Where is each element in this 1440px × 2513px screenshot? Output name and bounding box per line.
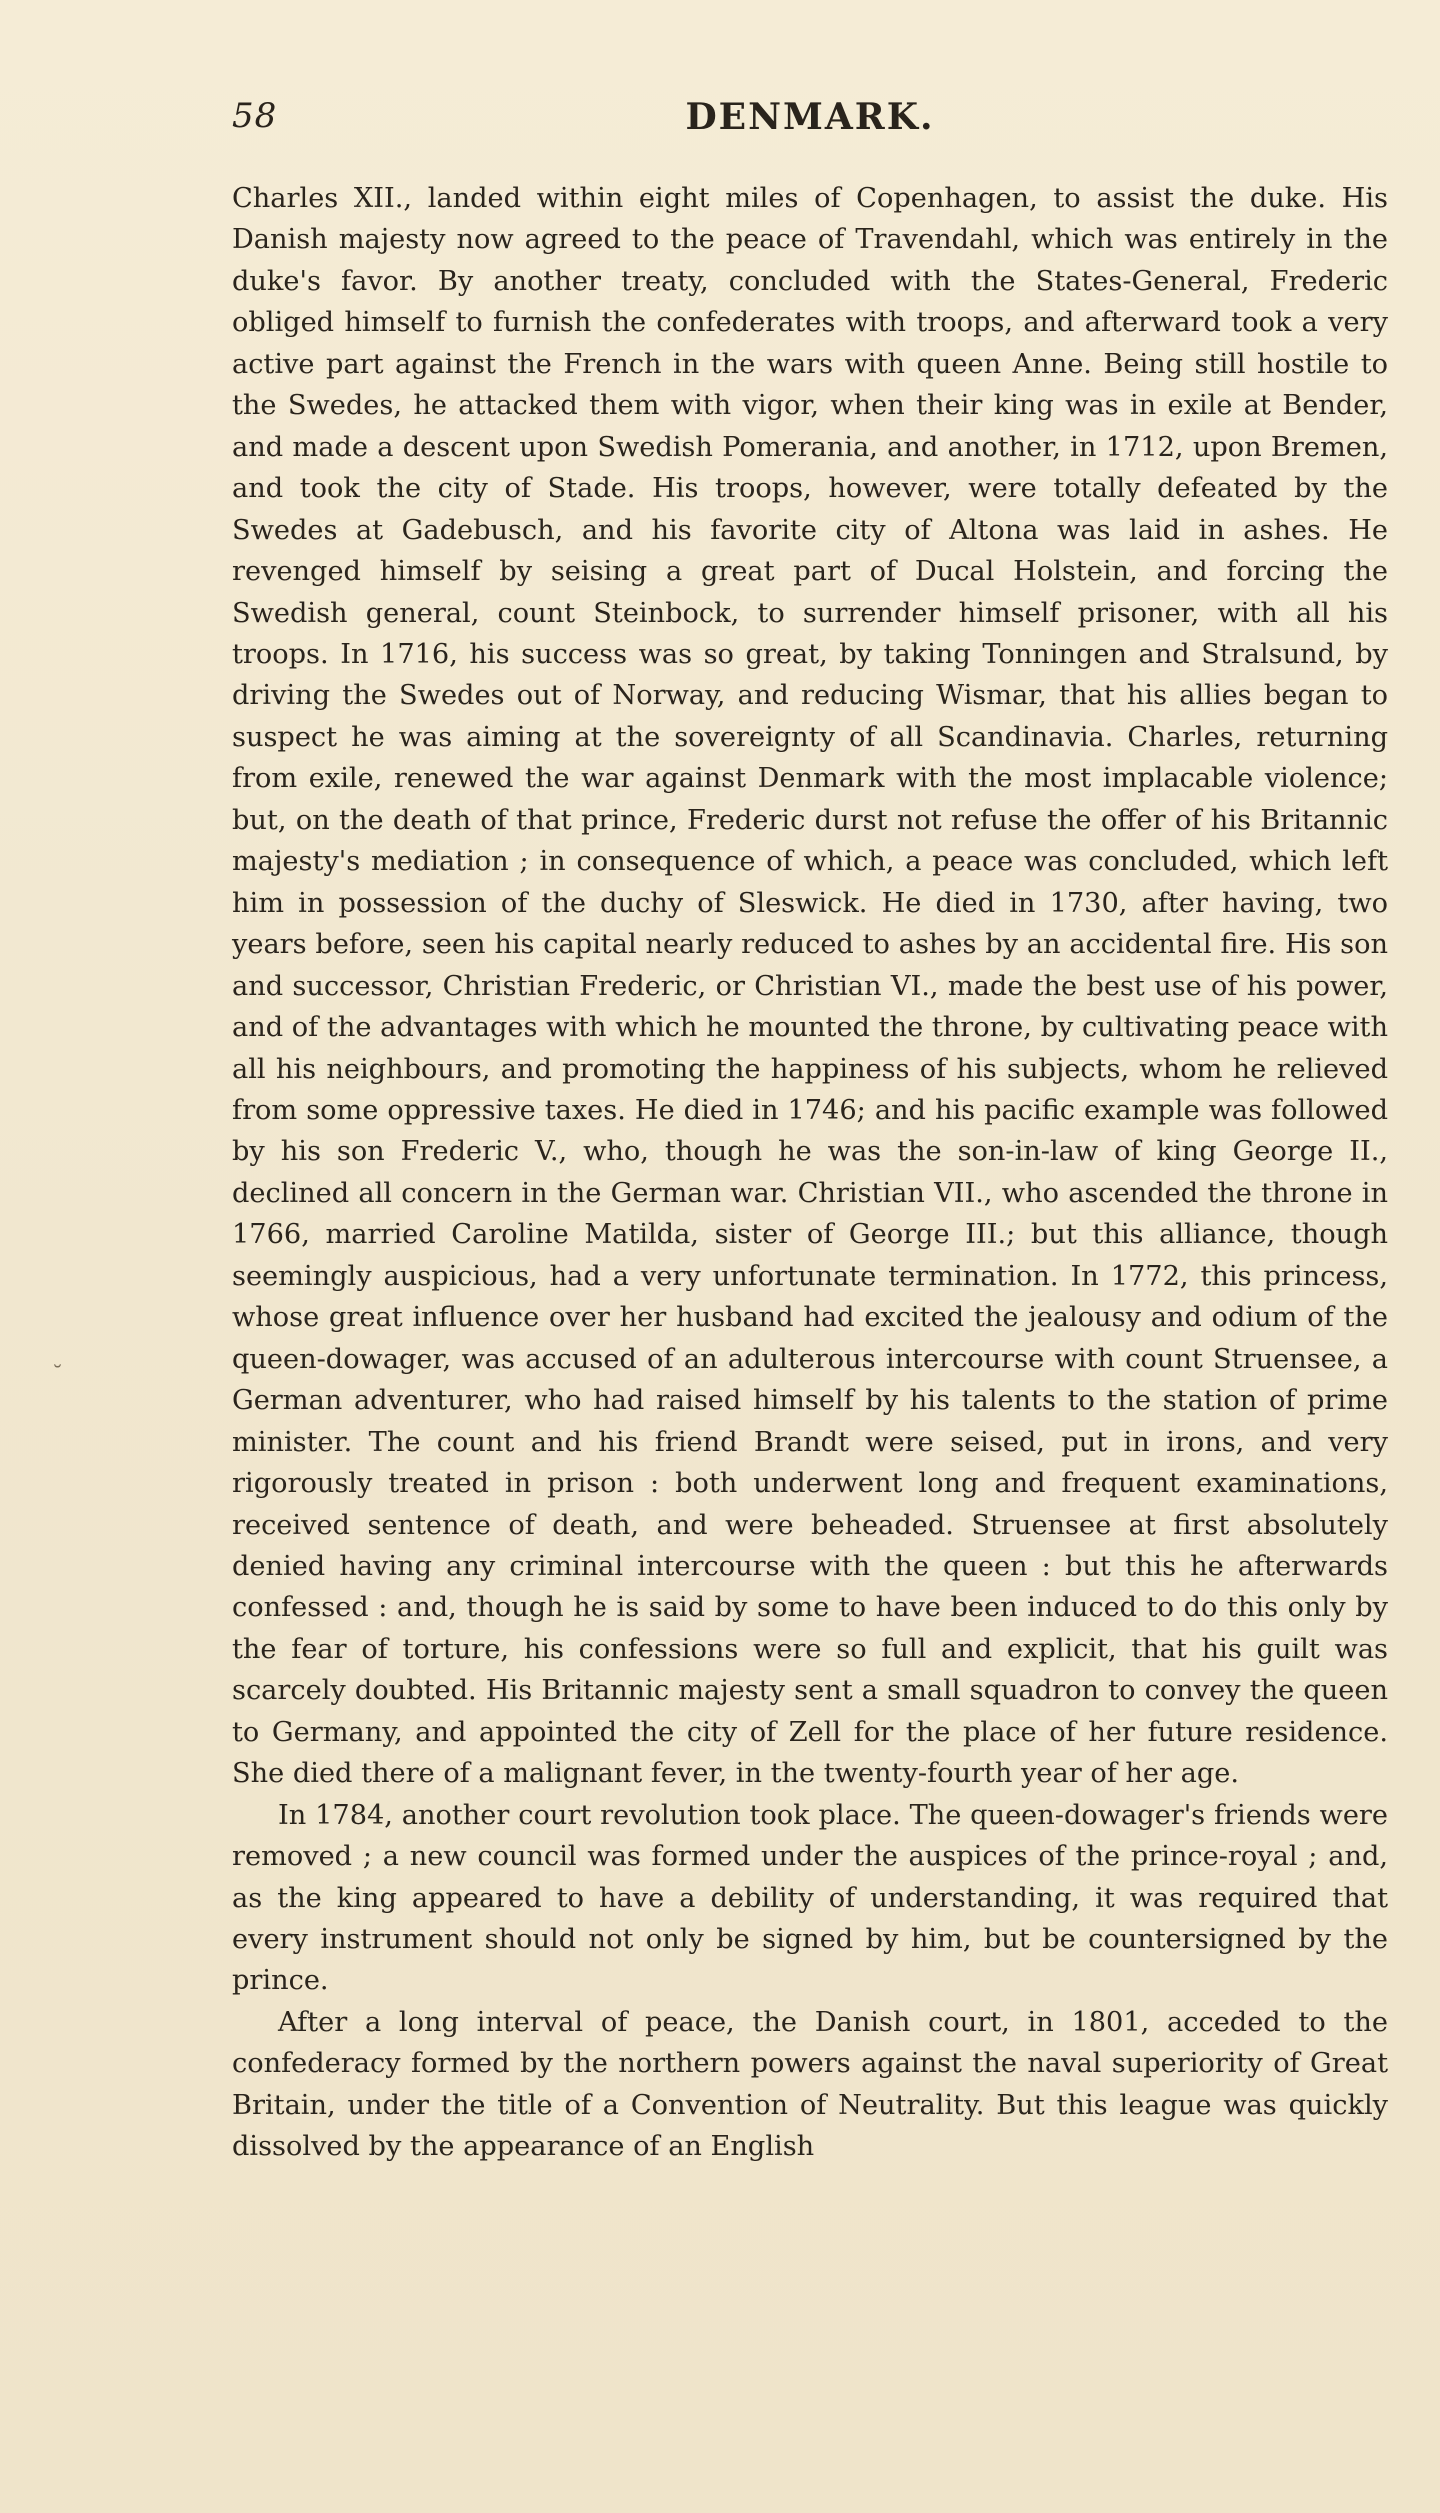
paragraph-1: Charles XII., landed within eight miles of Copenhagen, to assist the duke. His Danish majesty now agreed to the peace of Travendahl, which was entirely in the duke's favor. By another treaty, concluded with the States-General, Frederic obliged himself to furnish the confederates with troops, and afterward took a very active part against the French in the wars with queen Anne. Being still hostile to the Swedes, he attacked them with vigor, when their king was in exile at Bender, and made a descent upon Swedish Pomerania, and another, in 1712, upon Bremen, and took the city of Stade. His troops, however, were totally defeated by the Swedes at Gadebusch, and his favorite city of Altona was laid in ashes. He revenged himself by seising a great part of Ducal Holstein, and forcing the Swedish general, count Steinbock, to surrender himself prisoner, with all his troops. In 1716, his success was so great, by taking Tonningen and Stralsund, by driving the Swedes out of Norway, and reducing Wismar, that his allies began to suspect he was aiming at the sovereignty of all Scandinavia. Charles, returning from exile, renewed the war against Denmark with the most implacable violence; but, on the death of that prince, Frederic durst not refuse the offer of his Britannic majesty's mediation ; in consequence of which, a peace was concluded, which left him in possession of the duchy of Sleswick. He died in 1730, after having, two years before, seen his capital nearly reduced to ashes by an accidental fire. His son and successor, Christian Frederic, or Christian VI., made the best use of his power, and of the advantages with which he mounted the throne, by cultivating peace with all his neighbours, and promoting the happiness of his subjects, whom he relieved from some oppressive taxes. He died in 1746; and his pacific example was followed by his son Frederic V., who, though he was the son-in-law of king George II., declined all concern in the German war. Christian VII., who ascended the throne in 1766, married Caroline Matilda, sister of George III.; but this alliance, though seemingly auspicious, had a very unfortunate termination. In 1772, this princess, whose great influence over her husband had excited the jealousy and odium of the queen-dowager, was accused of an adulterous intercourse with count Struensee, a German adventurer, who had raised himself by his talents to the station of prime minister. The count and his friend Brandt were seised, put in irons, and very rigorously treated in prison : both underwent long and frequent examinations, received sentence of death, and were beheaded. Struensee at first absolutely denied having any criminal intercourse with the queen : but this he afterwards confessed : and, though he is said by some to have been induced to do this only by the fear of torture, his confessions were so full and explicit, that his guilt was scarcely doubted. His Britannic majesty sent a small squadron to convey the queen to Germany, and appointed the city of Zell for the place of her future residence. She died there of a malignant fever, in the twenty-fourth year of her age. <box>232 183 1388 1790</box>
page-header <box>232 96 1388 148</box>
paragraph-3: After a long interval of peace, the Danish court, in 1801, acceded to the confederacy formed by the northern powers against the naval superiority of Great Britain, under the title of a Convention of Neutrality. But this league was quickly dissolved by the appearance of an English <box>232 2006 1388 2163</box>
running-head: DENMARK. <box>685 96 935 138</box>
body-text <box>232 178 1388 2168</box>
page-number: 58 <box>232 96 278 136</box>
paragraph-2: In 1784, another court revolution took place. The queen-dowager's friends were removed ; a new council was formed under the auspices of the prince-royal ; and, as the king appeared to have a debility of understanding, it was required that every instrument should not only be signed by him, but be countersigned by the prince. <box>232 1799 1388 1997</box>
margin-mark: ˘ <box>52 1363 63 1388</box>
